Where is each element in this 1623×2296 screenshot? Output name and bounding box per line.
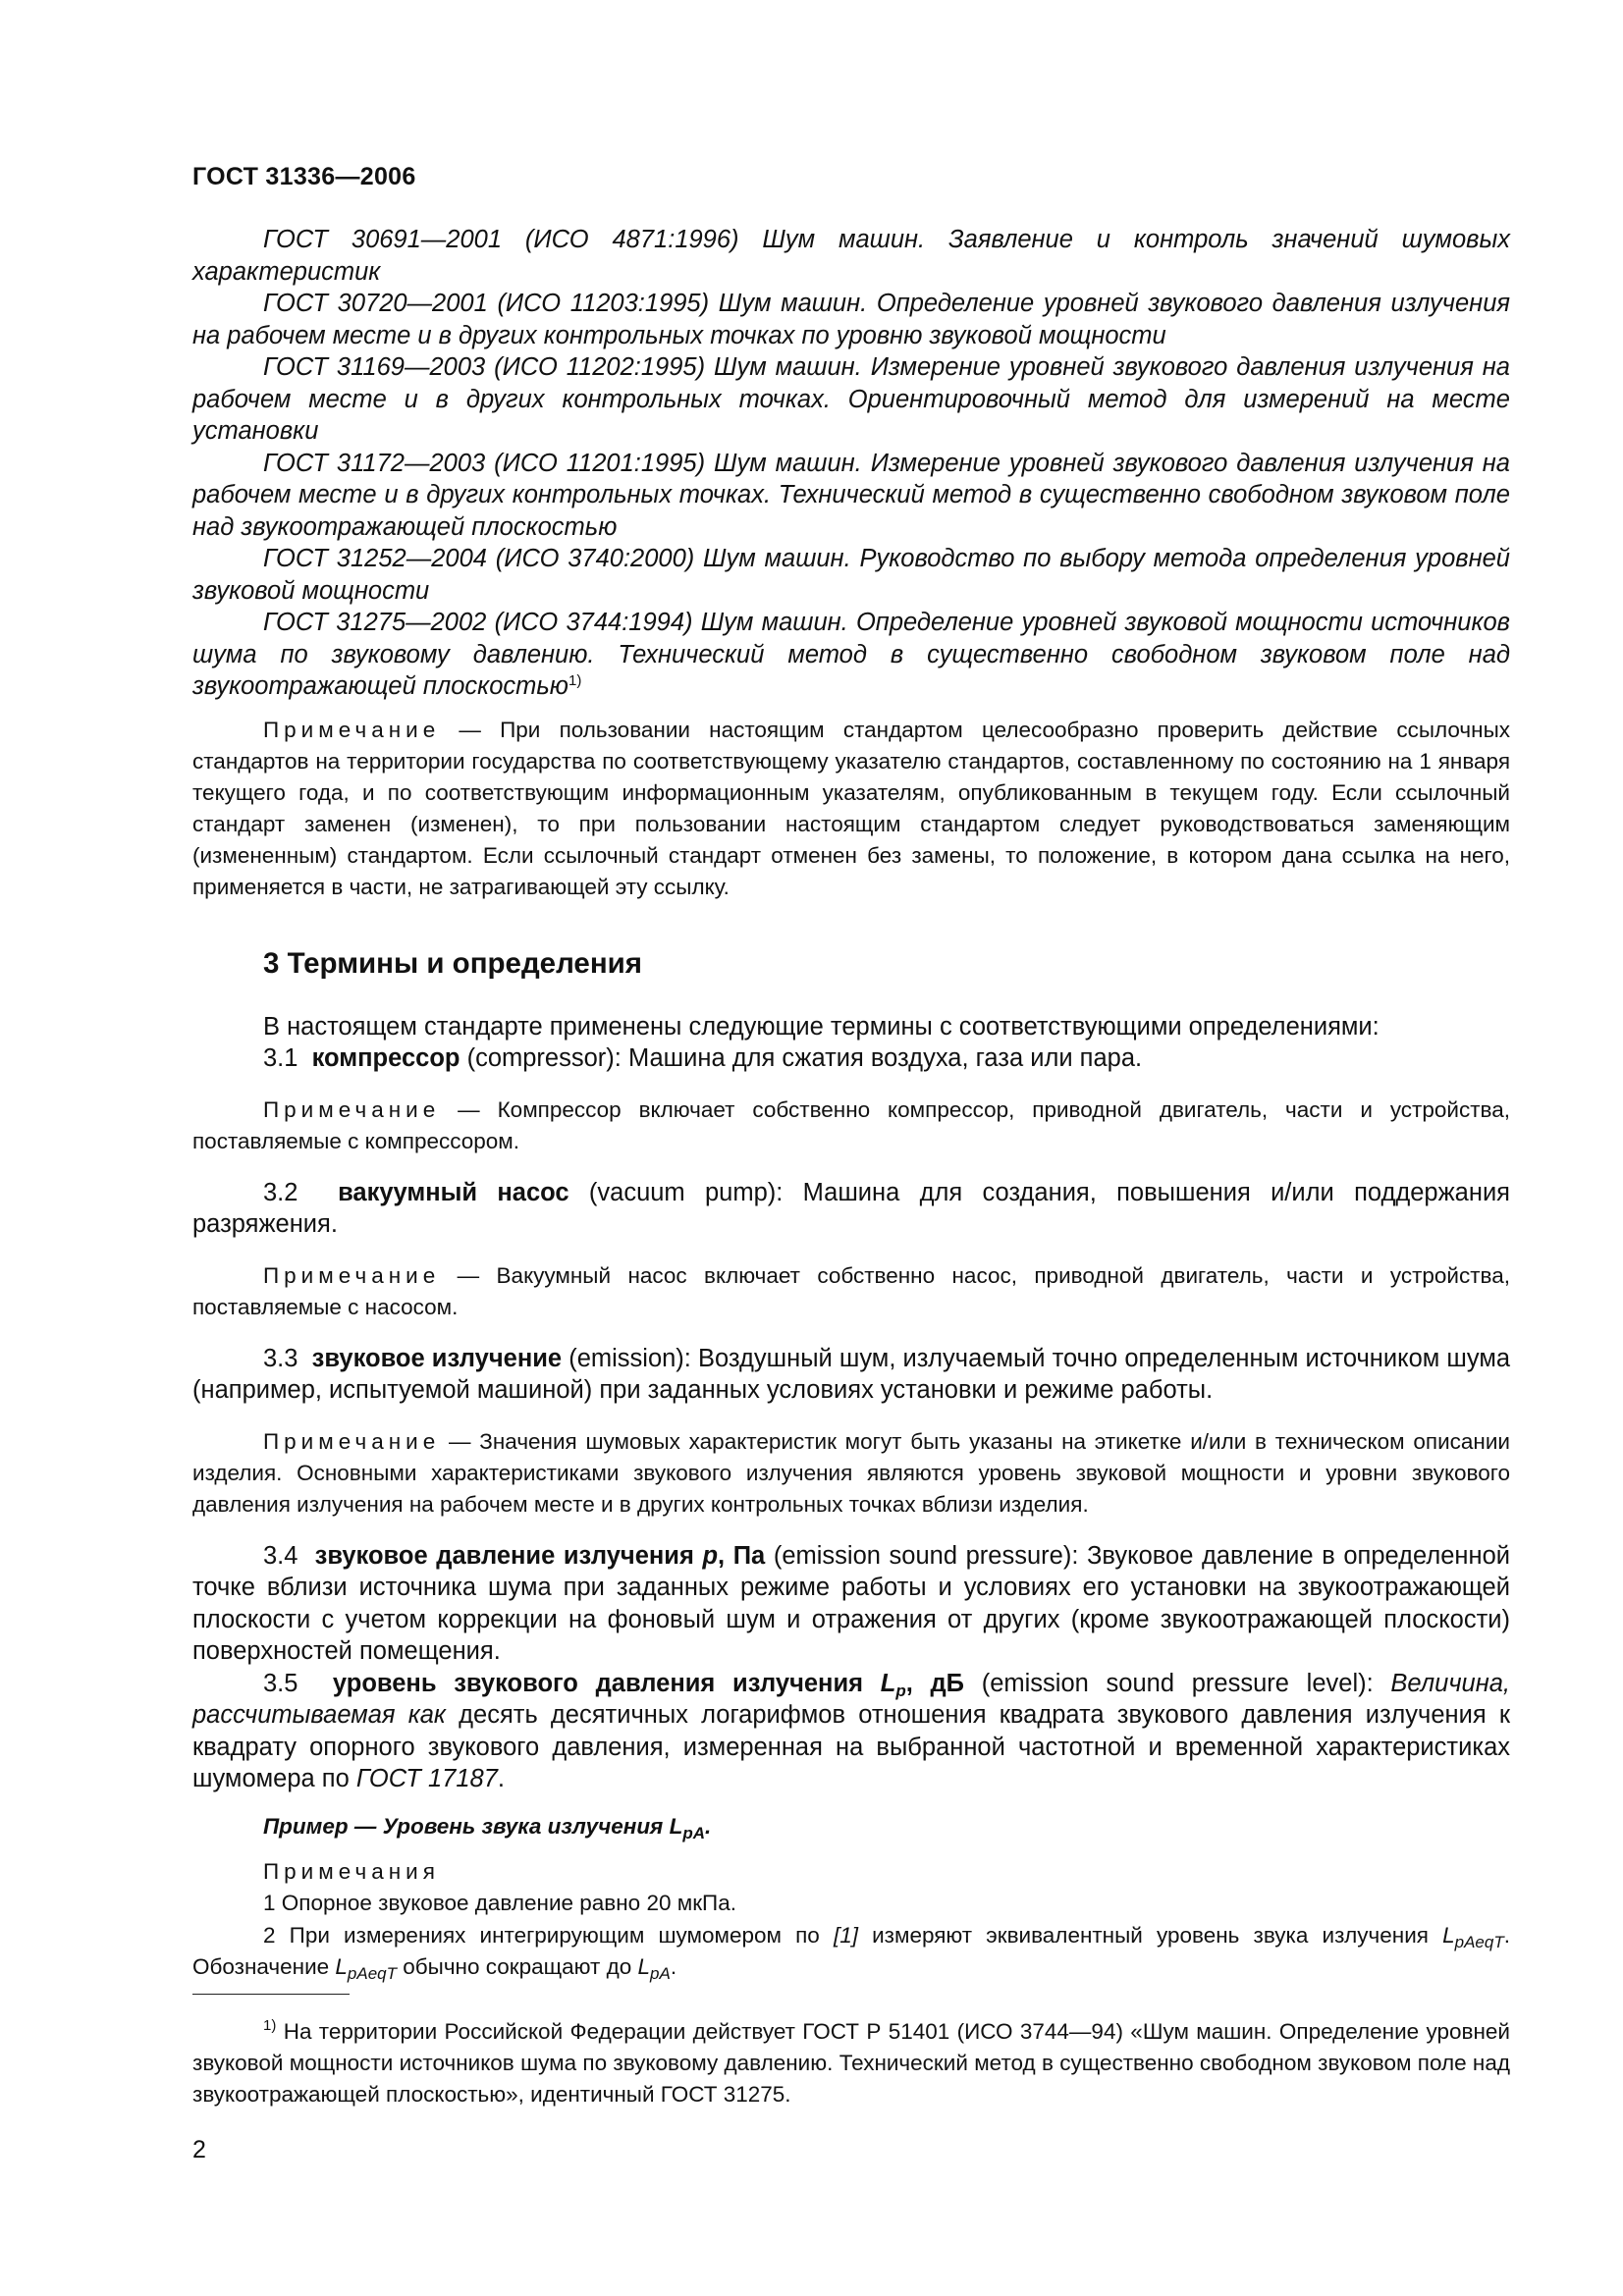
footnote-marker[interactable]: 1) <box>568 672 582 689</box>
term-name: уровень звукового давления излучения $L_p$, дБ <box>332 1669 965 1700</box>
term-3-5: 3.5 уровень звукового давления излучения $L_p$, дБ (emission sound pressure level): Величина, рассчитываемая как десять десятичных логарифмов отношения квадрата звукового давления излучения к квадрату опорного звукового давления, измеренная на выбранной частотной и временной характеристиках шумомера по ГОСТ 17187. <box>192 1669 1510 1792</box>
symbol: L <box>880 1669 896 1697</box>
term-name: вакуумный насос <box>338 1178 569 1206</box>
references-note: Примечание — При пользовании настоящим стандартом целесообразно проверить действие ссылочных стандартов на территории государства по соответствующему указателю стандартов, составленному по состоянию на 1 января текущего года, и по соответствующим информационным указателям, опубликованным в текущем году. Если ссылочный стандарт заменен (изменен), то при пользовании настоящим стандартом следует руководствоваться заменяющим (измененным) стандартом. Если ссылочный стандарт отменен без замены, то положение, в котором дана ссылка на него, применяется в части, не затрагивающей эту ссылку. <box>192 717 1510 899</box>
term-name: звуковое давление излучения p, Па <box>314 1541 766 1570</box>
page-body <box>192 224 1510 2110</box>
reference-item: ГОСТ 31275—2002 (ИСО 3744:1994) Шум машин. Определение уровней звуковой мощности источников шума по звуковому давлению. Технический метод в существенно свободном звуковом поле над звукоотражающей плоскостью$^{1)}$ <box>192 609 1510 700</box>
note-label: Примечание <box>263 717 441 742</box>
term-3-2: 3.2 вакуумный насос (vacuum pump): Машина для создания, повышения и/или поддержания разряжения. <box>192 1178 1510 1238</box>
reference-item: ГОСТ 30720—2001 (ИСО 11203:1995) Шум машин. Определение уровней звукового давления излучения на рабочем месте и в других контрольных точках по уровню звуковой мощности <box>192 290 1510 349</box>
term-3-2-note: Примечание — Вакуумный насос включает собственно насос, приводной двигатель, части и устройства, поставляемые с насосом. <box>192 1262 1510 1319</box>
reference-item: ГОСТ 31172—2003 (ИСО 11201:1995) Шум машин. Измерение уровней звукового давления излучения на рабочем месте и в других контрольных точках. Технический метод в существенно свободном звуковом поле над звукоотражающей плоскостью <box>192 449 1510 541</box>
notes-heading: Примечания <box>263 1858 440 1884</box>
reference-item: ГОСТ 31252—2004 (ИСО 3740:2000) Шум машин. Руководство по выбору метода определения уровней звуковой мощности <box>192 545 1510 605</box>
footnote-marker: 1) <box>263 2016 277 2034</box>
term-3-4: 3.4 звуковое давление излучения p, Па (emission sound pressure): Звуковое давление в определенной точке вблизи источника шума при заданных режиме работы и условиях его установки на звукоотражающей плоскости с учетом коррекции на фоновый шум и отражения от других (кроме звукоотражающей плоскости) поверхностей помещения. <box>192 1541 1510 1665</box>
reference-item: ГОСТ 30691—2001 (ИСО 4871:1996) Шум машин. Заявление и контроль значений шумовых характеристик <box>192 226 1510 286</box>
page-number: 2 <box>192 2136 206 2163</box>
normative-references-list <box>192 224 1510 703</box>
note-item: 1 Опорное звуковое давление равно 20 мкПа. <box>263 1891 736 1915</box>
document-header: ГОСТ 31336—2006 <box>192 163 416 190</box>
section-intro: В настоящем стандарте применены следующие термины с соответствующими определениями: <box>263 1012 1380 1041</box>
term-3-1: 3.1 компрессор (compressor): Машина для сжатия воздуха, газа или пара. <box>263 1044 1143 1072</box>
term-3-1-note: Примечание — Компрессор включает собственно компрессор, приводной двигатель, части и устройства, поставляемые с компрессором. <box>192 1096 1510 1153</box>
footnote-divider <box>192 1994 350 1995</box>
term-name: звуковое излучение <box>311 1344 563 1372</box>
standard-reference: ГОСТ 17187 <box>355 1765 498 1792</box>
section-title: 3 Термины и определения <box>263 946 643 980</box>
reference-item: ГОСТ 31169—2003 (ИСО 11202:1995) Шум машин. Измерение уровней звукового давления излучения на рабочем месте и в других контрольных точках. Ориентировочный метод для измерений на месте установки <box>192 353 1510 445</box>
notes-block <box>192 1856 1510 1984</box>
term-3-3-note: Примечание — Значения шумовых характеристик могут быть указаны на этикетке и/или в техническом описании изделия. Основными характеристиками звукового излучения являются уровень звуковой мощности и уровни звукового давления излучения на рабочем месте и в других контрольных точках вблизи изделия. <box>192 1428 1510 1517</box>
symbol: p <box>702 1541 719 1570</box>
term-name: компрессор <box>311 1044 460 1072</box>
note-item: 2 При измерениях интегрирующим шумомером по [1] измеряют эквивалентный уровень звука излучения $L_{pAeqT}$. Обозначение $L_{pAeqT}$ обычно сокращают до $L_{pA}$. <box>192 1922 1510 1983</box>
term-3-3: 3.3 звуковое излучение (emission): Воздушный шум, излучаемый точно определенным источником шума (например, испытуемой машиной) при заданных условиях установки и режиме работы. <box>192 1344 1511 1404</box>
bibliography-ref[interactable]: [1] <box>833 1922 858 1948</box>
example-line: Пример — Уровень звука излучения $L_{pA}$. <box>263 1813 712 1842</box>
footnote: $^{1)}$ На территории Российской Федерации действует ГОСТ Р 51401 (ИСО 3744—94) «Шум машин. Определение уровней звуковой мощности источников шума по звуковому давлению. Технический метод в существенно свободном звуковом поле над звукоотражающей плоскостью», идентичный ГОСТ 31275. <box>192 2016 1510 2107</box>
